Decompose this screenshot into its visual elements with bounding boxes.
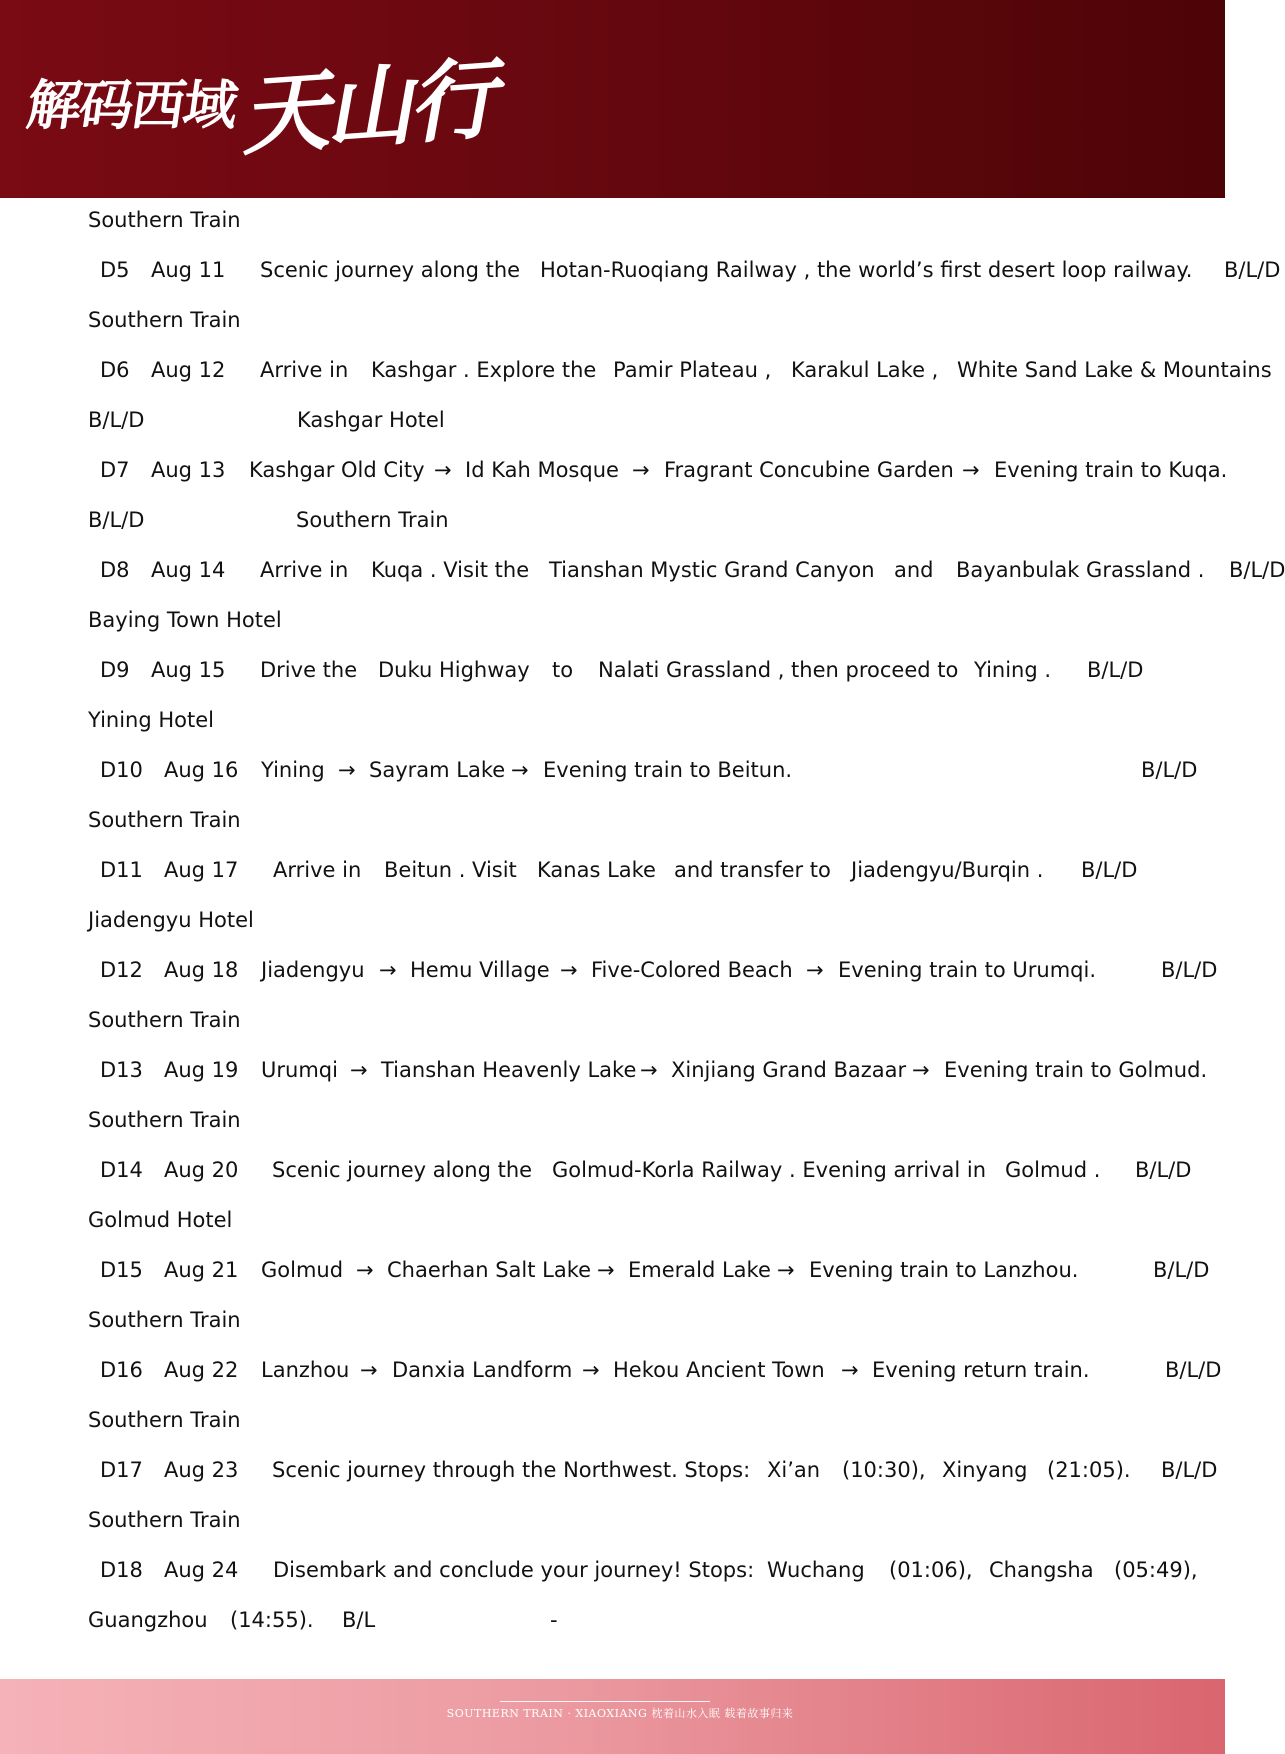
arrow-icon: → [338,758,356,782]
itinerary-text: (10:30), [842,1458,926,1482]
itinerary-text: Southern Train [88,1508,241,1532]
itinerary-text: Scenic journey through the Northwest. Stops: [272,1458,751,1482]
itinerary-text: Pamir Plateau , [613,358,772,382]
itinerary-line [0,1250,1240,1290]
itinerary-text: Southern Train [88,308,241,332]
itinerary-text: Beitun . Visit [384,858,517,882]
arrow-icon: → [632,458,650,482]
itinerary-text: Jiadengyu [261,958,365,982]
itinerary-line [0,350,1272,390]
itinerary-text: Disembark and conclude your journey! Stops: [273,1558,755,1582]
itinerary-text: Urumqi [261,1058,338,1082]
itinerary-text: B/L/D [1087,658,1144,682]
itinerary-text: Aug 14 [151,558,226,582]
itinerary-line [0,750,1240,790]
itinerary-text: Arrive in [273,858,362,882]
arrow-icon: → [841,1358,859,1382]
itinerary-text: Southern Train [88,1308,241,1332]
itinerary-text: (01:06), [889,1558,973,1582]
itinerary-text: Kashgar Hotel [297,408,445,432]
itinerary-text: White Sand Lake & Mountains [957,358,1272,382]
itinerary-line [0,1500,1240,1540]
itinerary-text: Golmud Hotel [88,1208,233,1232]
itinerary-text: D10 [100,758,143,782]
itinerary-text: Kanas Lake [537,858,656,882]
itinerary-text: Lanzhou [261,1358,350,1382]
itinerary-text: D17 [100,1458,143,1482]
itinerary-text: Drive the [260,658,358,682]
itinerary-text: Aug 18 [164,958,239,982]
itinerary-text: B/L/D [1141,758,1198,782]
arrow-icon: → [356,1258,374,1282]
itinerary-text: Southern Train [296,508,449,532]
itinerary-text: B/L [342,1608,376,1632]
itinerary-line [0,400,1240,440]
arrow-icon: → [806,958,824,982]
itinerary-text: Evening train to Beitun. [543,758,793,782]
itinerary-line [0,1100,1240,1140]
itinerary-text: Scenic journey along the [260,258,521,282]
itinerary-text: Kuqa . Visit the [371,558,530,582]
itinerary-text: D18 [100,1558,143,1582]
itinerary-text: Jiadengyu Hotel [88,908,254,932]
itinerary-line [0,1200,1240,1240]
itinerary-text: Baying Town Hotel [88,608,282,632]
itinerary-text: Golmud . [1005,1158,1101,1182]
itinerary-text: Aug 15 [151,658,226,682]
itinerary-text: Arrive in [260,558,349,582]
itinerary-text: Changsha [989,1558,1094,1582]
itinerary-text: Xinyang [942,1458,1028,1482]
itinerary-text: Evening train to Golmud. [944,1058,1208,1082]
itinerary-text: Sayram Lake [369,758,506,782]
itinerary-text: Tianshan Heavenly Lake [381,1058,637,1082]
itinerary-text: D15 [100,1258,143,1282]
itinerary-line [0,850,1240,890]
itinerary-line [0,1050,1240,1090]
itinerary-text: Karakul Lake , [791,358,939,382]
arrow-icon: → [777,1258,795,1282]
arrow-icon: → [962,458,980,482]
footer-banner [0,1679,1225,1754]
arrow-icon: → [350,1058,368,1082]
itinerary-line [0,1300,1240,1340]
itinerary-text: Yining . [974,658,1052,682]
arrow-icon: → [511,758,529,782]
itinerary-text: Jiadengyu/Burqin . [851,858,1044,882]
itinerary-text: Evening train to Lanzhou. [809,1258,1079,1282]
itinerary-line [0,250,1281,290]
itinerary-text: Hotan-Ruoqiang Railway , the world’s first desert loop railway. [540,258,1193,282]
itinerary-text: Aug 21 [164,1258,239,1282]
itinerary-text: (14:55). [230,1608,314,1632]
itinerary-line [0,550,1285,590]
itinerary-line [0,1400,1240,1440]
itinerary-line [0,1150,1240,1190]
itinerary-text: Southern Train [88,1008,241,1032]
itinerary-text: D6 [100,358,130,382]
itinerary-text: (05:49), [1114,1558,1198,1582]
itinerary-line [0,300,1240,340]
itinerary-text: Emerald Lake [628,1258,771,1282]
itinerary-line [0,800,1240,840]
itinerary-text: B/L/D [88,408,145,432]
itinerary-text: Kashgar Old City [249,458,425,482]
itinerary-line [0,600,1240,640]
itinerary-line [0,1550,1240,1590]
itinerary-text: Xi’an [767,1458,821,1482]
arrow-icon: → [640,1058,658,1082]
itinerary-text: Golmud [261,1258,344,1282]
arrow-icon: → [582,1358,600,1382]
itinerary-line [0,500,1240,540]
itinerary-text: Xinjiang Grand Bazaar [671,1058,907,1082]
itinerary-text: D14 [100,1158,143,1182]
itinerary-text: and [894,558,934,582]
itinerary-line [0,1000,1240,1040]
itinerary-line [0,900,1240,940]
itinerary-text: Nalati Grassland , then proceed to [598,658,959,682]
itinerary-text: B/L/D [1224,258,1281,282]
itinerary-text: Aug 23 [164,1458,239,1482]
itinerary-text: Aug 13 [151,458,226,482]
itinerary-text: Aug 20 [164,1158,239,1182]
itinerary-text: Aug 24 [164,1558,239,1582]
itinerary-text: Aug 11 [151,258,226,282]
itinerary-text: Hemu Village [410,958,550,982]
itinerary-text: Southern Train [88,1408,241,1432]
arrow-icon: → [912,1058,930,1082]
itinerary-text: Danxia Landform [392,1358,573,1382]
title-brush: 天山行 [237,46,496,168]
itinerary-text: Duku Highway [378,658,530,682]
itinerary-text: D12 [100,958,143,982]
itinerary-text: Five-Colored Beach [591,958,793,982]
itinerary-text: D13 [100,1058,143,1082]
itinerary-text: D5 [100,258,130,282]
footer-divider [500,1701,710,1702]
itinerary-text: Southern Train [88,208,241,232]
itinerary-line [0,200,1240,240]
arrow-icon: → [560,958,578,982]
itinerary-text: B/L/D [1081,858,1138,882]
itinerary-text: Id Kah Mosque [465,458,619,482]
itinerary-text: Bayanbulak Grassland . [956,558,1205,582]
itinerary-text: Aug 19 [164,1058,239,1082]
itinerary-line [0,1600,1240,1640]
itinerary-text: Wuchang [767,1558,865,1582]
title-bold: 解码西域 [23,73,240,137]
itinerary-text: Southern Train [88,1108,241,1132]
itinerary-line [0,1350,1240,1390]
itinerary-text: Guangzhou [88,1608,208,1632]
itinerary-text: B/L/D [1229,558,1285,582]
itinerary-text: and transfer to [674,858,831,882]
itinerary-text: Kashgar . Explore the [371,358,597,382]
itinerary-text: Southern Train [88,808,241,832]
arrow-icon: → [597,1258,615,1282]
itinerary-text: Hekou Ancient Town [613,1358,825,1382]
itinerary-text: Evening train to Kuqa. [994,458,1228,482]
itinerary-text: Tianshan Mystic Grand Canyon [549,558,875,582]
arrow-icon: → [360,1358,378,1382]
footer-text: SOUTHERN TRAIN · XIAOXIANG 枕着山水入眠 载着故事归来 [446,1707,794,1720]
itinerary-text: Scenic journey along the [272,1158,533,1182]
itinerary-text: Aug 12 [151,358,226,382]
itinerary-text: B/L/D [88,508,145,532]
itinerary-text: Evening train to Urumqi. [838,958,1096,982]
header-banner [0,0,1225,198]
itinerary-text: Aug 16 [164,758,239,782]
itinerary-text: D7 [100,458,130,482]
itinerary-text: B/L/D [1161,958,1218,982]
itinerary-text: Fragrant Concubine Garden [664,458,954,482]
itinerary-text: Aug 17 [164,858,239,882]
itinerary-text: (21:05). [1047,1458,1131,1482]
itinerary-text: Chaerhan Salt Lake [387,1258,592,1282]
itinerary-line [0,1450,1240,1490]
itinerary-text: D8 [100,558,130,582]
itinerary-line [0,450,1240,490]
itinerary-line [0,700,1240,740]
title-logo [23,36,496,168]
itinerary-text: B/L/D [1161,1458,1218,1482]
arrow-icon: → [434,458,452,482]
itinerary-text: B/L/D [1153,1258,1210,1282]
itinerary-text: Yining Hotel [88,708,214,732]
itinerary-line [0,950,1240,990]
arrow-icon: → [379,958,397,982]
itinerary-text: Aug 22 [164,1358,239,1382]
itinerary-text: Golmud-Korla Railway . Evening arrival in [552,1158,987,1182]
itinerary-text: D9 [100,658,130,682]
itinerary-text: B/L/D [1135,1158,1192,1182]
itinerary-text: Yining [261,758,325,782]
itinerary-text: B/L/D [1165,1358,1222,1382]
itinerary-text: D11 [100,858,143,882]
itinerary-text: Arrive in [260,358,349,382]
itinerary-text: D16 [100,1358,143,1382]
itinerary-line [0,650,1240,690]
itinerary-text: - [550,1608,558,1632]
itinerary-text: to [552,658,574,682]
itinerary-text: Evening return train. [872,1358,1090,1382]
